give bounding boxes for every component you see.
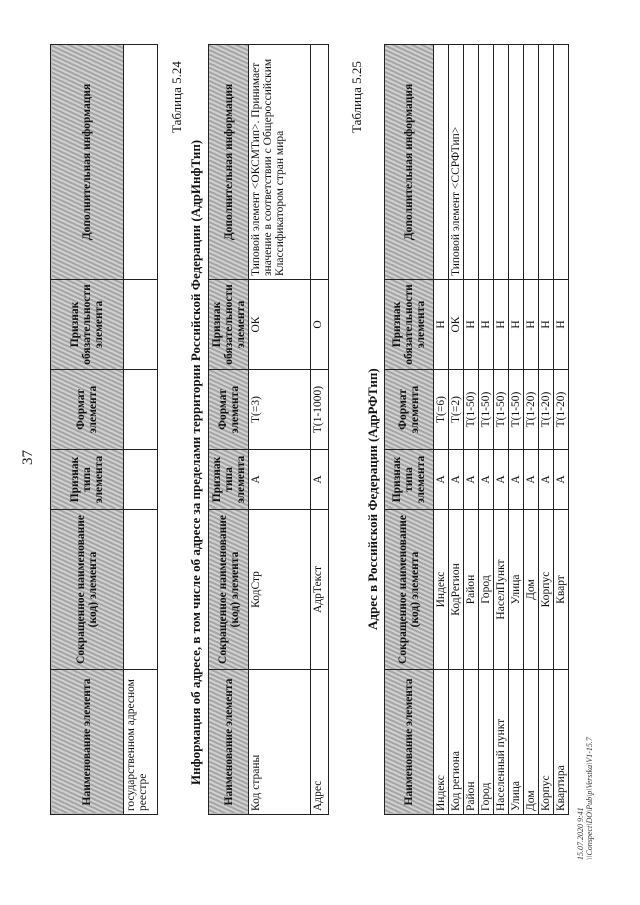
table-cell: Корпус — [539, 510, 554, 670]
table-cell: НаселПункт — [494, 510, 509, 670]
header-cell: Признак типа элемента — [385, 450, 434, 510]
table-row — [509, 45, 524, 815]
footer-line: 15.07.2020 9:41 — [576, 807, 585, 860]
table-cell: Т(1-50) — [479, 370, 494, 450]
table-cell — [311, 45, 329, 280]
table-cell — [479, 45, 494, 280]
table-5-25 — [384, 44, 569, 815]
table-cell: Город — [479, 510, 494, 670]
table-row — [311, 45, 329, 815]
table-cell: АдрТекст — [311, 510, 329, 670]
table-cell: Т(=2) — [449, 370, 464, 450]
table-cell: Населенный пункт — [494, 670, 509, 815]
table-title: Информация об адресе, в том числе об адресе за пределами территории Российской Федерации (АдрИнфТип) — [188, 139, 203, 785]
table-cell: А — [249, 450, 311, 510]
table-cell: А — [524, 450, 539, 510]
header-cell: Признак обязательности элемента — [51, 280, 124, 370]
table-cell: Кварт — [554, 510, 569, 670]
table-cell — [494, 45, 509, 280]
table-cell: А — [509, 450, 524, 510]
table-cell: О — [311, 280, 329, 370]
table-row — [464, 45, 479, 815]
table-row — [124, 45, 158, 815]
table-header-row — [51, 45, 124, 815]
table-cell — [464, 45, 479, 280]
table-cell: Н — [539, 280, 554, 370]
table-cell: Улица — [509, 510, 524, 670]
table-cell: государственном адресном реестре — [124, 670, 158, 815]
header-cell: Дополнительная информация — [51, 45, 124, 280]
table-cell: А — [479, 450, 494, 510]
header-cell: Признак обязательности элемента — [209, 280, 249, 370]
table-cell: Район — [464, 510, 479, 670]
table-cell: Код региона — [449, 670, 464, 815]
table-cell: Район — [464, 670, 479, 815]
table-cell: Н — [479, 280, 494, 370]
table-cell: Т(1-50) — [494, 370, 509, 450]
table-cell: Н — [509, 280, 524, 370]
header-cell: Формат элемента — [51, 370, 124, 450]
table-row — [434, 45, 449, 815]
table-cell: Адрес — [311, 670, 329, 815]
table-label: Таблица 5.24 — [169, 61, 184, 133]
header-cell: Наименование элемента — [51, 670, 124, 815]
header-cell: Формат элемента — [385, 370, 434, 450]
table-cell: Т(=3) — [249, 370, 311, 450]
table-cell: Т(1-20) — [539, 370, 554, 450]
table-cell — [539, 45, 554, 280]
table-cell — [124, 510, 158, 670]
footer-line: \\Conspect\DO\Pub\p\Verstka\V1-15.7 — [585, 737, 594, 860]
table-cell: Дом — [524, 670, 539, 815]
table-cell: А — [449, 450, 464, 510]
table-cell: Типовой элемент <ОКСМТип>. Принимает значение в соответствии с Общероссийским Классификатором стран мира — [249, 45, 311, 280]
table-cell: А — [494, 450, 509, 510]
table-cell: Дом — [524, 510, 539, 670]
table-cell: Т(1-50) — [509, 370, 524, 450]
table-cell: Индекс — [434, 670, 449, 815]
header-cell: Формат элемента — [209, 370, 249, 450]
table-cell: Т(1-1000) — [311, 370, 329, 450]
table-header-row — [385, 45, 434, 815]
table-cell: Т(1-50) — [464, 370, 479, 450]
table-cell: ОК — [449, 280, 464, 370]
header-cell: Признак типа элемента — [51, 450, 124, 510]
table-cell: Корпус — [539, 670, 554, 815]
header-cell: Наименование элемента — [385, 670, 434, 815]
table-cell: А — [434, 450, 449, 510]
table-cell: Н — [464, 280, 479, 370]
table-cell: Код страны — [249, 670, 311, 815]
table-title: Адрес в Российской Федерации (АдрРФТип) — [365, 368, 380, 630]
header-cell: Сокращенное наименование (код) элемента — [209, 510, 249, 670]
table-cell — [434, 45, 449, 280]
table-row — [249, 45, 311, 815]
table-row — [524, 45, 539, 815]
table-cell: А — [539, 450, 554, 510]
table-cell: Н — [524, 280, 539, 370]
table-row — [494, 45, 509, 815]
table-cell — [124, 370, 158, 450]
table-cell: Квартира — [554, 670, 569, 815]
header-cell: Сокращенное наименование (код) элемента — [51, 510, 124, 670]
header-cell: Признак обязательности элемента — [385, 280, 434, 370]
table-row — [449, 45, 464, 815]
table-cell: Улица — [509, 670, 524, 815]
table-header-row — [209, 45, 249, 815]
table-cell: Типовой элемент <ССРФТип> — [449, 45, 464, 280]
table-cell: Индекс — [434, 510, 449, 670]
footer-stamp — [576, 737, 594, 860]
table-cell: А — [554, 450, 569, 510]
table-cell: Н — [494, 280, 509, 370]
table-cell: А — [311, 450, 329, 510]
table-cell: А — [464, 450, 479, 510]
header-cell: Сокращенное наименование (код) элемента — [385, 510, 434, 670]
table-row — [539, 45, 554, 815]
header-cell: Дополнительная информация — [209, 45, 249, 280]
table-cell: Т(1-20) — [554, 370, 569, 450]
header-cell: Наименование элемента — [209, 670, 249, 815]
table-5-24 — [208, 44, 329, 815]
table-cell — [524, 45, 539, 280]
table-cell: Т(=6) — [434, 370, 449, 450]
table-row — [554, 45, 569, 815]
table-label: Таблица 5.25 — [349, 61, 364, 133]
table-cell: Н — [554, 280, 569, 370]
table-cell — [554, 45, 569, 280]
table-cell — [124, 280, 158, 370]
table-cell: Н — [434, 280, 449, 370]
table-cell: ОК — [249, 280, 311, 370]
header-cell: Дополнительная информация — [385, 45, 434, 280]
table-continuation — [50, 44, 158, 815]
table-cell — [124, 450, 158, 510]
table-cell: КодСтр — [249, 510, 311, 670]
table-row — [479, 45, 494, 815]
table-cell: Т(1-20) — [524, 370, 539, 450]
table-cell: Город — [479, 670, 494, 815]
table-cell — [509, 45, 524, 280]
page-number: 37 — [20, 450, 36, 465]
table-cell: КодРегион — [449, 510, 464, 670]
table-cell — [124, 45, 158, 280]
header-cell: Признак типа элемента — [209, 450, 249, 510]
